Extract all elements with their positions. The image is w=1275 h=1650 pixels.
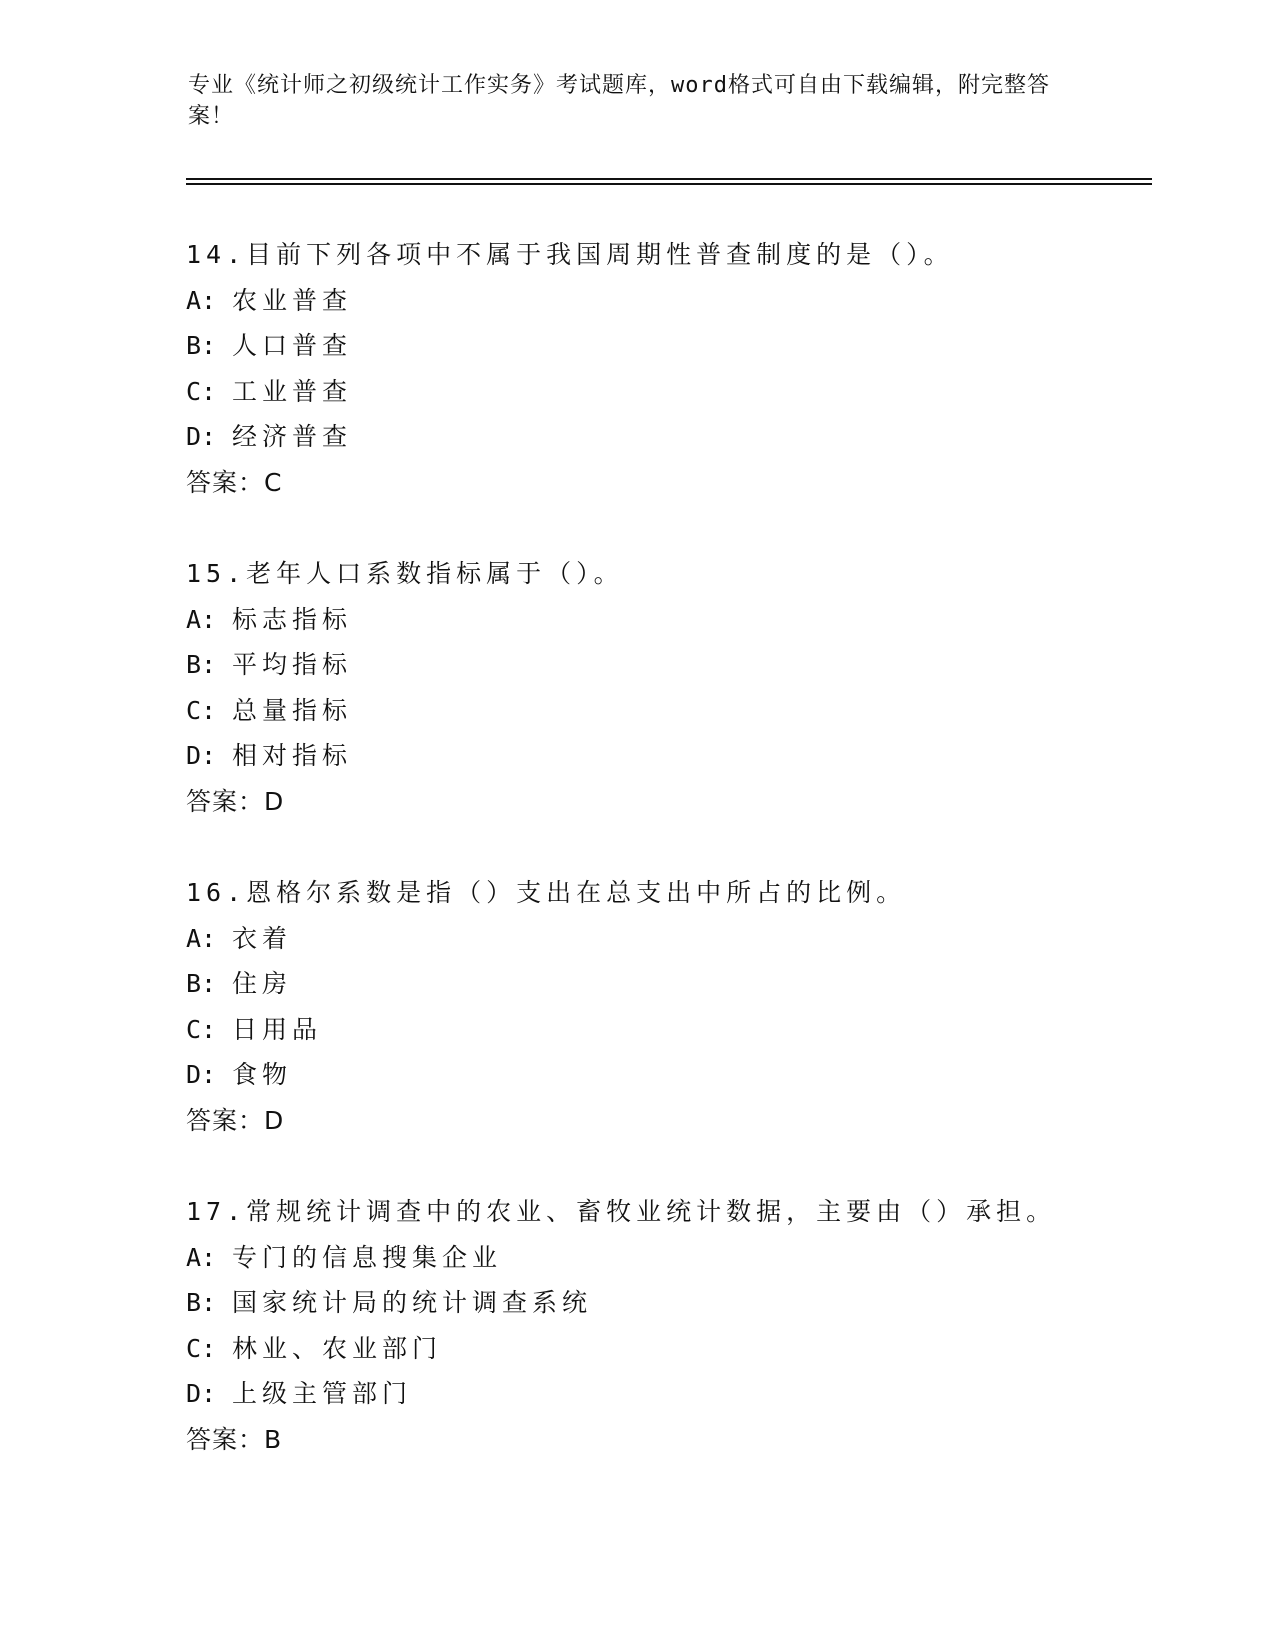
option-text: 衣着: [232, 923, 293, 953]
option-text: 标志指标: [232, 604, 353, 634]
answer-line: 答案：D: [186, 786, 285, 816]
option-key: D:: [186, 1379, 217, 1408]
option-c: [186, 688, 1186, 734]
option-key: B:: [186, 1288, 217, 1317]
option-text: 食物: [232, 1060, 293, 1089]
option-key: C:: [186, 376, 217, 406]
option-c: [186, 1326, 1186, 1372]
option-key: A:: [186, 604, 217, 634]
option-text: 工业普查: [232, 376, 353, 406]
question-stem: 16.恩格尔系数是指（）支出在总支出中所占的比例。: [186, 878, 907, 907]
question-stem: 15.老年人口系数指标属于（）。: [186, 559, 624, 588]
question-stem: 17.常规统计调查中的农业、畜牧业统计数据，主要由（）承担。: [186, 1197, 1057, 1226]
option-key: C:: [186, 1333, 217, 1363]
answer-line: 答案：C: [186, 467, 283, 497]
question-15: [186, 551, 1186, 824]
option-text: 专门的信息搜集企业: [232, 1242, 503, 1272]
option-text: 国家统计局的统计调查系统: [232, 1288, 593, 1317]
option-a: [186, 278, 1186, 324]
option-b: [186, 642, 1186, 688]
question-16: [186, 870, 1186, 1143]
option-text: 上级主管部门: [232, 1379, 413, 1408]
option-key: A:: [186, 1242, 217, 1272]
option-c: [186, 1007, 1186, 1053]
option-a: [186, 597, 1186, 643]
option-key: D:: [186, 1060, 217, 1089]
option-key: C:: [186, 695, 217, 725]
option-key: A:: [186, 923, 217, 953]
option-key: C:: [186, 1014, 217, 1044]
option-text: 农业普查: [232, 285, 353, 315]
answer-line: 答案：B: [186, 1424, 283, 1454]
answer-line: 答案：D: [186, 1105, 285, 1135]
option-text: 经济普查: [232, 422, 353, 451]
option-text: 人口普查: [232, 331, 353, 360]
option-b: [186, 1280, 1186, 1326]
question-stem: 14.目前下列各项中不属于我国周期性普查制度的是（）。: [186, 240, 954, 269]
option-d: [186, 1371, 1186, 1417]
document-header-intro: 专业《统计师之初级统计工作实务》考试题库，word格式可自由下载编辑，附完整答案！: [188, 73, 1050, 129]
option-d: [186, 414, 1186, 460]
question-17: [186, 1189, 1186, 1462]
option-d: [186, 1052, 1186, 1098]
question-14: [186, 232, 1186, 505]
option-key: D:: [186, 422, 217, 451]
option-key: B:: [186, 969, 217, 998]
option-c: [186, 369, 1186, 415]
option-d: [186, 733, 1186, 779]
option-key: B:: [186, 650, 217, 679]
header-divider-top: [186, 178, 1152, 180]
option-b: [186, 961, 1186, 1007]
option-key: D:: [186, 741, 217, 770]
header-divider-bottom: [186, 183, 1152, 185]
option-key: A:: [186, 285, 217, 315]
option-text: 相对指标: [232, 741, 353, 770]
option-b: [186, 323, 1186, 369]
option-a: [186, 916, 1186, 962]
option-text: 住房: [232, 969, 293, 998]
option-key: B:: [186, 331, 217, 360]
option-text: 日用品: [232, 1014, 323, 1044]
option-text: 平均指标: [232, 650, 353, 679]
option-text: 总量指标: [232, 695, 353, 725]
option-text: 林业、农业部门: [232, 1333, 443, 1363]
option-a: [186, 1235, 1186, 1281]
